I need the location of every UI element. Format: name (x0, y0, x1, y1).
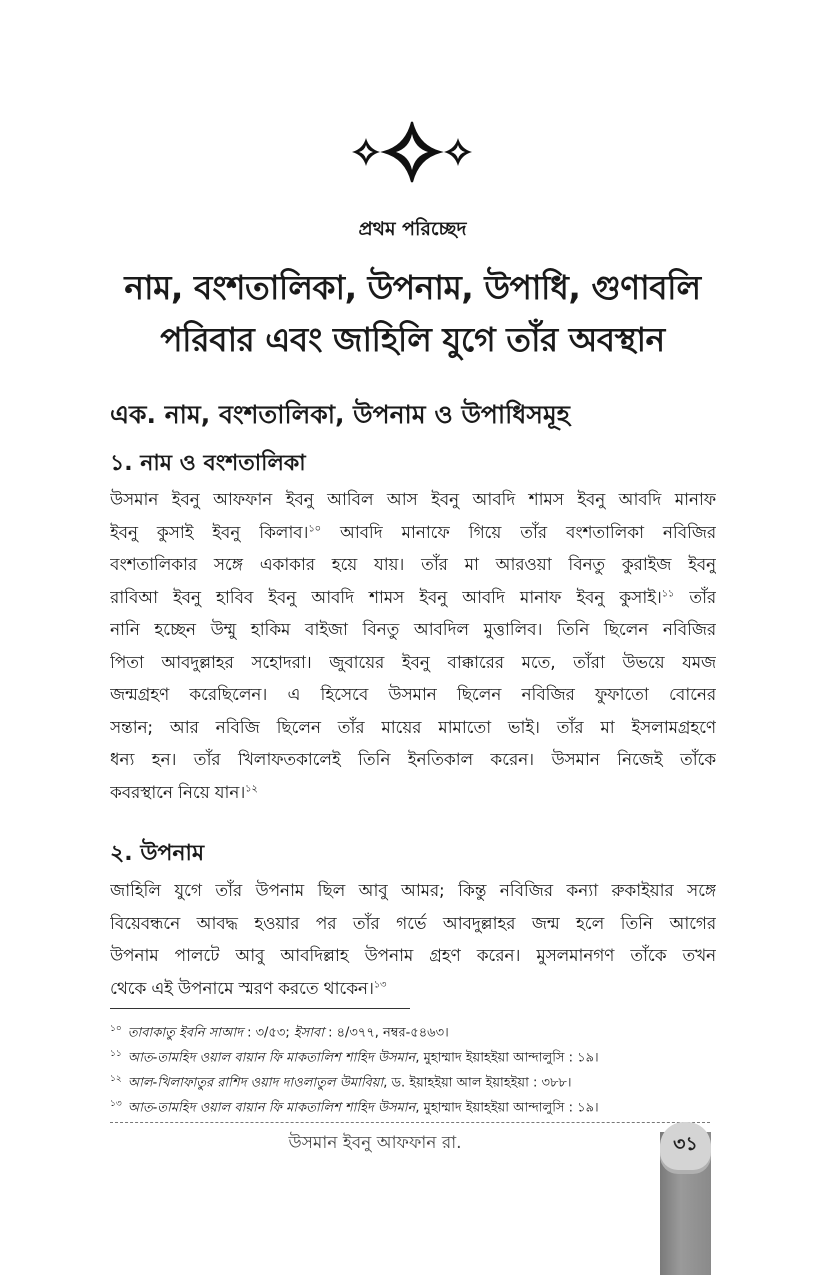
paragraph-line: উসমান ইবনু আফফান ইবনু আবিল আস ইবনু আবদি শামস ইবনু আবদি মানাফ (110, 490, 716, 510)
footnote-item: $^{১২}$ আল-খিলাফাতুর রাশিদ ওয়াদ দাওলাতুল উমাবিয়া, ড. ইয়াহইয়া আল ইয়াহইয়া : ৩৮৮। (110, 1074, 572, 1091)
section-heading: এক. নাম, বংশতালিকা, উপনাম ও উপাধিসমূহ (110, 400, 570, 429)
footnote-item: $^{১১}$ আত-তামহিদ ওয়াল বায়ান ফি মাকতালিশ শাহিদ উসমান, মুহাম্মাদ ইয়াহইয়া আন্দালুসি : ১৯। (110, 1049, 599, 1066)
paragraph-line: সন্তান; আর নবিজি ছিলেন তাঁর মায়ের মামাতো ভাই। তাঁর মা ইসলামগ্রহণে (110, 717, 716, 738)
paragraph-line: থেকে এই উপনামে স্মরণ করতে থাকেন।$^{১৩}$ (110, 978, 387, 999)
footnote-ref[interactable]: ১০ (308, 522, 321, 534)
subsection-heading-name-lineage: ১. নাম ও বংশতালিকা (110, 451, 306, 476)
paragraph-line: বিয়েবন্ধনে আবদ্ধ হওয়ার পর তাঁর গর্ভে আবদুল্লাহর জন্ম হলে তিনি আগের (110, 913, 716, 934)
footer-divider (110, 1122, 710, 1123)
paragraph-line: রাবিআ ইবনু হাবিব ইবনু আবদি শামস ইবনু আবদি মানাফ ইবনু কুসাই।$^{১১}$ তাঁর (110, 587, 716, 608)
chapter-label: প্রথম পরিচ্ছেদ (358, 218, 467, 240)
paragraph-kunya (110, 875, 716, 1005)
paragraph-line: ধন্য হন। তাঁর খিলাফতকালেই তিনি ইনতিকাল করেন। উসমান নিজেই তাঁকে (110, 750, 716, 770)
paragraph-line: উপনাম পালটে আবু আবদিল্লাহ উপনাম গ্রহণ করেন। মুসলমানগণ তাঁকে তখন (110, 946, 716, 966)
paragraph-line: ইবনু কুসাই ইবনু কিলাব।$^{১০}$ আবদি মানাফে গিয়ে তাঁর বংশতালিকা নবিজির (110, 522, 716, 543)
footnote-ref[interactable]: ১২ (245, 782, 258, 794)
footnote-item: $^{১০}$ তাবাকাতু ইবনি সাআদ : ৩/৫৩; ইসাবা : ৪/৩৭৭, নম্বর-৫৪৬৩। (110, 1024, 449, 1041)
paragraph-name-lineage (110, 484, 716, 809)
page-number: ৩১ (673, 1133, 698, 1155)
footnote-ref[interactable]: ১১ (661, 587, 675, 599)
footnote-item: $^{১৩}$ আত-তামহিদ ওয়াল বায়ান ফি মাকতালিশ শাহিদ উসমান, মুহাম্মাদ ইয়াহইয়া আন্দালুসি : ১৯। (110, 1099, 599, 1116)
four-point-star-ornament-icon (0, 120, 825, 184)
paragraph-line: বংশতালিকার সঙ্গে একাকার হয়ে যায়। তাঁর মা আরওয়া বিনতু কুরাইজ ইবনু (110, 555, 716, 575)
paragraph-line: পিতা আবদুল্লাহর সহোদরা। জুবায়ের ইবনু বাক্কারের মতে, তাঁরা উভয়ে যমজ (110, 652, 716, 673)
paragraph-line: জন্মগ্রহণ করেছিলেন। এ হিসেবে উসমান ছিলেন নবিজির ফুফাতো বোনের (110, 685, 716, 705)
footnote-divider (110, 1008, 410, 1009)
paragraph-line: নানি হচ্ছেন উম্মু হাকিম বাইজা বিনতু আবদিল মুত্তালিব। তিনি ছিলেন নবিজির (110, 620, 716, 640)
running-head: উসমান ইবনু আফফান রা. (288, 1133, 462, 1153)
footnote-ref[interactable]: ১৩ (373, 978, 387, 990)
chapter-title-line2: পরিবার এবং জাহিলি যুগে তাঁর অবস্থান (160, 320, 665, 359)
footnotes (110, 1017, 716, 1117)
subsection-heading-kunya: ২. উপনাম (110, 841, 205, 866)
chapter-title-line1: নাম, বংশতালিকা, উপনাম, উপাধি, গুণাবলি (124, 268, 701, 307)
paragraph-line: জাহিলি যুগে তাঁর উপনাম ছিল আবু আমর; কিন্তু নবিজির কন্যা রুকাইয়ার সঙ্গে (110, 881, 716, 901)
paragraph-line: কবরস্থানে নিয়ে যান।$^{১২}$ (110, 782, 258, 803)
